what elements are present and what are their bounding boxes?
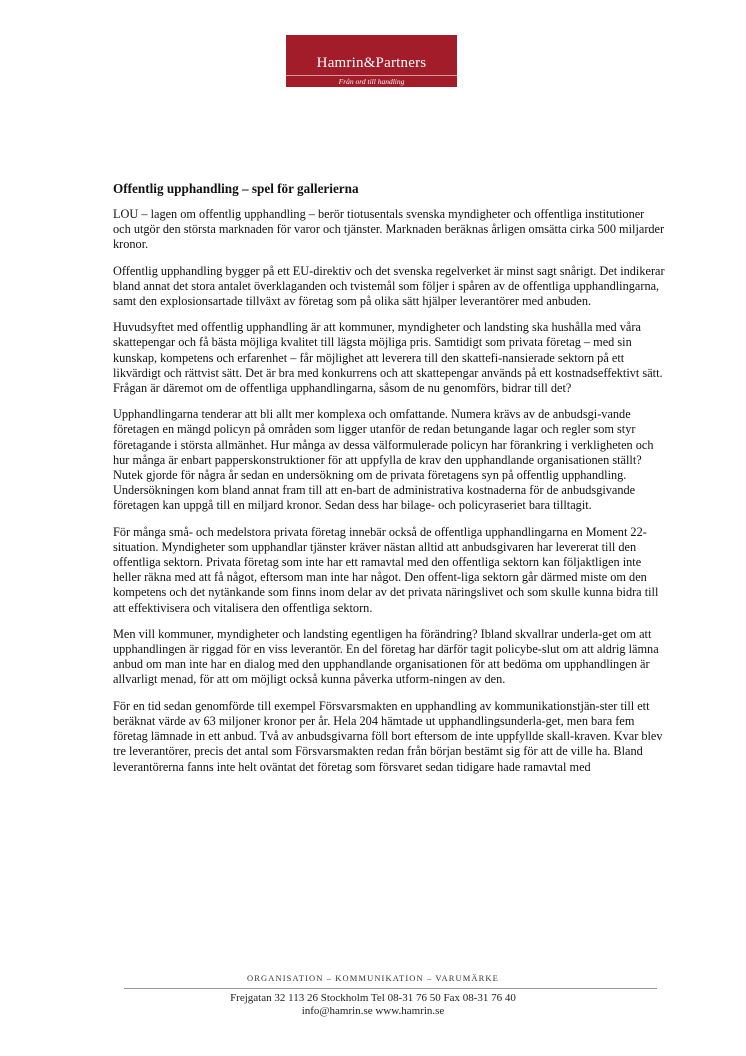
footer-tagline: ORGANISATION – KOMMUNIKATION – VARUMÄRKE bbox=[247, 973, 499, 983]
logo-company-name: Hamrin&Partners bbox=[316, 55, 427, 71]
paragraph-6: Men vill kommuner, myndigheter och landsting egentligen ha förändring? Ibland skvallrar underla-get om att upphandlingen är riggad för en viss leverantör. En del företag har därför tagit policybe-slut om att aldrig lämna anbud om man inte har en dialog med den upphandlande organisationen för att bedöma om upphandlingen är allvarligt menad, för att om möjligt också kunna påverka utform-ningen av den. bbox=[113, 626, 659, 687]
footer-address: Frejgatan 32 113 26 Stockholm Tel 08-31 76 50 Fax 08-31 76 40 bbox=[230, 992, 516, 1004]
article-title: Offentlig upphandling – spel för gallerierna bbox=[113, 181, 359, 196]
paragraph-1: LOU – lagen om offentlig upphandling – berör tiotusentals svenska myndigheter och offentliga institutioner och utgör den största marknaden för varor och tjänster. Marknaden beräknas årligen omsätta cirka 500 miljarder kronor. bbox=[113, 207, 665, 252]
paragraph-2: Offentlig upphandling bygger på ett EU-direktiv och det svenska regelverket är minst sagt snårigt. Det indikerar bland annat det stora antalet överklaganden och tvistemål som följer i spåren av de offentliga upphandlingarna, samt den explosionsartade tillväxt av företag som på olika sätt hjälper leverantörer med anbuden. bbox=[113, 263, 665, 309]
article bbox=[113, 180, 665, 786]
footer-divider bbox=[124, 988, 657, 989]
logo-divider bbox=[286, 75, 457, 76]
logo-tagline: Från ord till handling bbox=[338, 77, 405, 86]
paragraph-7: För en tid sedan genomförde till exempel Försvarsmakten en upphandling av kommunikationstjän-ster till ett beräknat värde av 63 miljoner kronor per år. Hela 204 hämtade ut upphandlingsunderla-get, men bara fem företag lämnade in ett anbud. Två av anbudsgivarna föll bort eftersom de inte uppfyllde skall-kraven. Kvar blev tre leverantörer, precis det antal som Försvarsmakten redan från början bestämt sig för att de ville ha. Bland leverantörerna fanns inte helt oväntat det företag som försvaret sedan tidigare hade ramavtal med bbox=[113, 698, 663, 774]
paragraph-4: Upphandlingarna tenderar att bli allt mer komplexa och omfattande. Numera krävs av de anbudsgi-vande företagen en mängd policyn på områden som ligger utanför de redan betungande lagar och regler som styr företagande i största allmänhet. Hur många av dessa välformulerade policyn har förankring i verkligheten och hur många är enbart papperskonstruktioner för att uppfylla de krav den upphandlande organisationen ställt? Nutek gjorde för några år sedan en undersökning om de privata företagens syn på offentlig upphandling. Undersökningen kom bland annat fram till att en-bart de administrativa kostnaderna för de anbudsgivande företagen kan uppgå till en miljard kronor. Sedan dess har bilage- och policyraseriet bara tilltagit. bbox=[113, 407, 654, 513]
paragraph-5: För många små- och medelstora privata företag innebär också de offentliga upphandlingarna en Moment 22-situation. Myndigheter som upphandlar tjänster kräver nästan alltid att anbudsgivaren har levererat till den offentliga sektorn. Privata företag som inte har ett ramavtal med den offentliga sektorn kan följaktligen inte heller räkna med att få något, eftersom man inte har något. Den offent-liga sektorn går därmed miste om den kompetens och det nytänkande som finns inom delar av det privata näringslivet och som skulle kunna bidra till att effektivisera och vitalisera den offentliga sektorn. bbox=[113, 524, 659, 615]
paragraph-3: Huvudsyftet med offentlig upphandling är att kommuner, myndigheter och landsting ska hushålla med våra skattepengar och få bästa möjliga kvalitet till lägsta möjliga pris. Samtidigt som privata företag – med sin kunskap, kompetens och erfarenhet – får möjlighet att leverera till den skattefi-nansierade sektorn på ett likvärdigt och rättvist sätt. Det är bra med konkurrens och att skattepengar används på ett kostnadseffektivt sätt. Frågan är däremot om de offentliga upphandlingarna, såsom de nu genomförs, bidrar till det? bbox=[113, 320, 663, 396]
company-logo bbox=[286, 35, 457, 87]
footer-contact: info@hamrin.se www.hamrin.se bbox=[301, 1005, 445, 1017]
